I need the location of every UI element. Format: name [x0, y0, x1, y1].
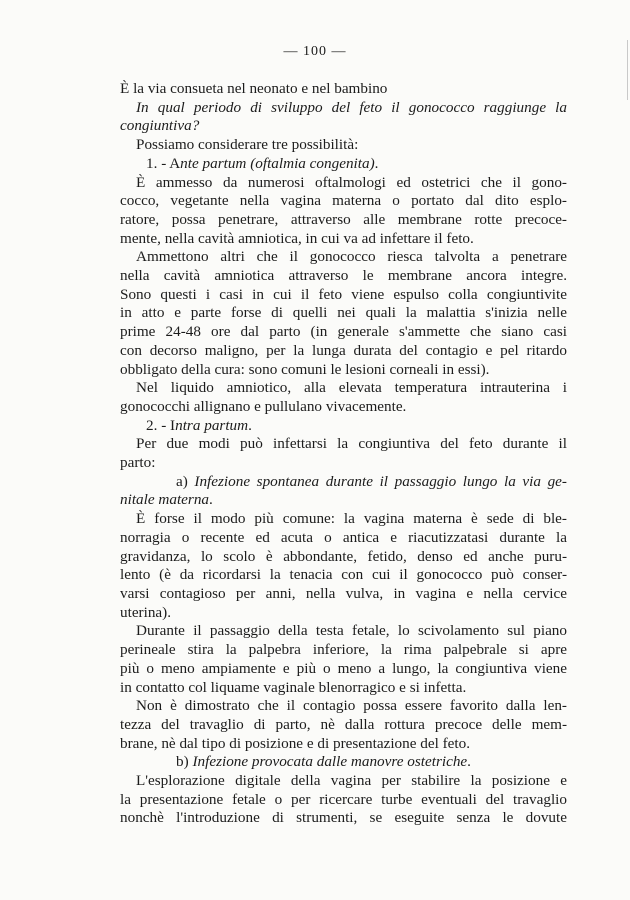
text-line: più o meno ampiamente e più o meno a lungo, la congiuntiva viene [120, 659, 567, 677]
text-line: brane, nè dal tipo di posizione e di presentazione del feto. [120, 734, 471, 752]
text-line: L'esplorazione digitale della vagina per stabilire la posizione e [136, 772, 567, 790]
text-line: È la via consueta nel neonato e nel bambino [120, 80, 388, 97]
text-line: a) Infezione spontanea durante il passaggio lungo la via ge- [176, 472, 567, 490]
text-line: cocco, vegetante nella vagina materna o portato dal dito esplo- [120, 192, 567, 210]
text-line: Possiamo considerare tre possibilità: [136, 136, 359, 154]
text-line: gonococchi allignano e pullulano vivacemente. [120, 397, 407, 415]
text-line: ratore, possa penetrare, attraverso alle membrane rotte precoce- [120, 210, 567, 228]
text-line: gravidanza, lo scolo è abbondante, fetido, denso ed anche puru- [120, 547, 567, 565]
text-line: nella cavità amniotica attraverso le membrane ancora integre. [120, 267, 567, 285]
text-line: lento (è da ricordarsi la tenacia con cui il gonococco può conser- [120, 566, 567, 584]
italic-text: nte partum (oftalmia congenita) [180, 154, 375, 172]
text-line: la presentazione fetale o per ricercare turbe eventuali del travaglio [120, 790, 567, 808]
text-line: perineale stira la palpebra inferiore, la rima palpebrale si apre [120, 641, 567, 659]
text-line: obbligato della cura: sono comuni le lesioni corneali in essi). [120, 360, 490, 378]
text-line: nitale materna. [120, 491, 213, 509]
text-line: Nel liquido amniotico, alla elevata temperatura intrauterina i [136, 379, 567, 397]
text-line: con decorso maligno, per la lunga durata del contagio e pel ritardo [120, 341, 567, 359]
page-edge-mark [627, 40, 628, 100]
text-line: parto: [120, 454, 156, 472]
text-line: in contatto col liquame vaginale blenorragico e si infetta. [120, 678, 467, 696]
text-line: Per due modi può infettarsi la congiuntiva del feto durante il [136, 435, 567, 453]
page-number: — 100 — [283, 44, 347, 59]
text-line: mente, nella cavità amniotica, in cui va ad infettare il feto. [120, 229, 474, 247]
body-text [120, 80, 567, 828]
text-line: prime 24-48 ore dal parto (in generale s'ammette che siano casi [120, 323, 567, 341]
text-line: 1. - Ante partum (oftalmia congenita). [146, 154, 379, 172]
text-line: Sono questi i casi in cui il feto viene espulso colla congiuntivite [120, 285, 567, 303]
italic-text: Infezione provocata dalle manovre ostetriche [192, 753, 468, 771]
text-line: Ammettono altri che il gonococco riesca talvolta a penetrare [136, 248, 567, 266]
text-line: in atto e parte forse di quelli nei quali la malattia s'inizia nelle [120, 304, 567, 322]
italic-text: nitale materna [120, 491, 210, 509]
text-line: Durante il passaggio della testa fetale, lo scivolamento sul piano [136, 622, 567, 640]
text-line: tezza del travaglio di parto, nè dalla rottura precoce delle mem- [120, 715, 567, 733]
text-line: È ammesso da numerosi oftalmologi ed ostetrici che il gono- [136, 173, 567, 191]
italic-text: ntra partum [175, 416, 249, 434]
text-line: varsi contagioso per anni, nella vulva, in vagina e nella cervice [120, 584, 567, 602]
text-line: norragia o recente ed acuta o antica e riacutizzatasi durante la [120, 528, 567, 546]
text-line: Non è dimostrato che il contagio possa essere favorito dalla len- [136, 697, 567, 715]
text-line: In qual periodo di sviluppo del feto il gonococco raggiunge la [136, 98, 567, 116]
italic-text: Infezione spontanea durante il passaggio lungo la via ge [194, 472, 562, 490]
text-line: nonchè l'introduzione di strumenti, se eseguite senza le dovute [120, 809, 567, 827]
text-line: È forse il modo più comune: la vagina materna è sede di ble- [136, 510, 567, 528]
text-line: congiuntiva? [120, 117, 200, 135]
text-line: uterina). [120, 603, 172, 621]
text-line: b) Infezione provocata dalle manovre ostetriche. [176, 753, 471, 771]
text-line: 2. - Intra partum. [146, 416, 252, 434]
